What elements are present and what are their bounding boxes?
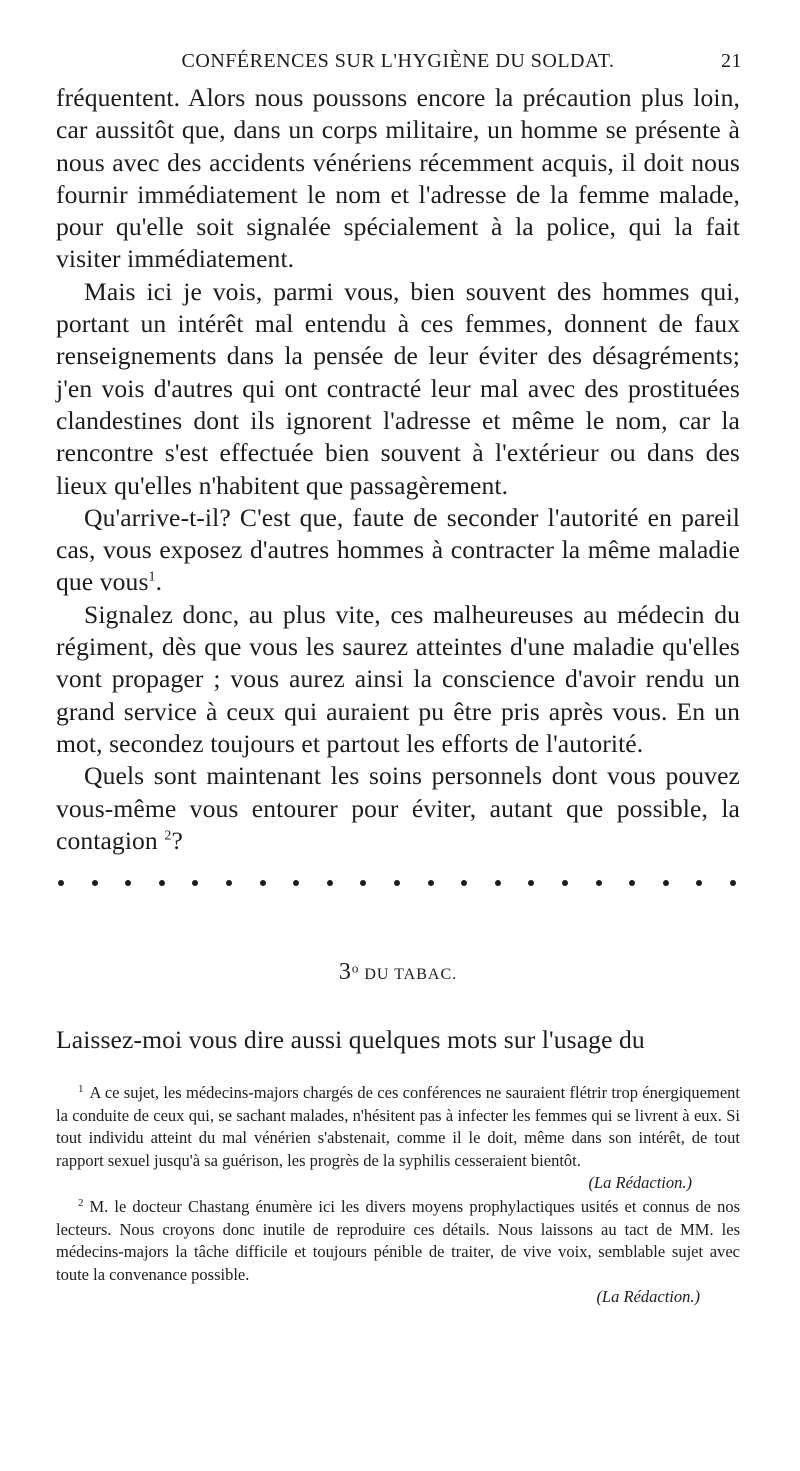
section-opening: Laissez-moi vous dire aussi quelques mots sur l'usage du xyxy=(56,1025,645,1055)
paragraph: Signalez donc, au plus vite, ces malheureuses au médecin du régiment, dès que vous les saurez atteintes d'une maladie qu'elles vont propager ; vous aurez ainsi la conscience d'avoir rendu un grand service à ceux qui auraient pu être pris après vous. En un mot, secondez toujours et partout les efforts de l'autorité. xyxy=(56,599,740,758)
footnote-signature: (La Rédaction.) xyxy=(596,1287,700,1307)
footnotes xyxy=(56,1082,740,1308)
book-page xyxy=(56,48,740,1310)
page-header xyxy=(56,48,740,82)
paragraph-punctuation: . xyxy=(155,567,163,597)
section-heading xyxy=(56,959,740,986)
paragraph-text: Quels sont maintenant les soins personnels dont vous pouvez vous-même vous entourer pour éviter, autant que possible, la contagion xyxy=(56,761,740,855)
paragraph xyxy=(56,760,740,857)
paragraph-text: Qu'arrive-t-il? C'est que, faute de seconder l'autorité en pareil cas, vous exposez d'autres hommes à contracter la même maladie que vous xyxy=(56,502,740,597)
footnote xyxy=(56,1082,740,1172)
paragraph xyxy=(56,502,740,599)
paragraph: Mais ici je vois, parmi vous, bien souvent des hommes qui, portant un intérêt mal entendu à ces femmes, donnent de faux renseignements dans la pensée de leur éviter des désagréments; j'en vois d'autres qui ont contracté leur mal avec des prostituées clandestines dont ils ignorent l'adresse et même le nom, car la rencontre s'est effectuée bien souvent à l'extérieur ou dans des lieux qu'elles n'habitent que passagèrement. xyxy=(56,276,740,500)
section-ordinal: o xyxy=(351,960,360,976)
footnote-marker: 1 xyxy=(78,1082,84,1095)
footnote-marker: 2 xyxy=(78,1196,84,1209)
footnote-reference: 1 xyxy=(148,569,156,585)
section-number: 3 xyxy=(338,959,352,986)
footnote-text: M. le docteur Chastang énumère ici les divers moyens prophylactiques usités et connus de nos lecteurs. Nous croyons donc inutile de reproduire ces détails. Nous laissons au tact de MM. les médecins-majors la tâche difficile et toujours pénible de traiter, de vive voix, semblable sujet avec toute la convenance possible. xyxy=(56,1197,740,1284)
ellipsis-row xyxy=(56,873,740,893)
section-title: DU TABAC. xyxy=(364,966,458,984)
paragraph-punctuation: ? xyxy=(171,825,183,855)
body-text xyxy=(56,82,740,857)
footnote xyxy=(56,1196,740,1286)
footnote-signature: (La Rédaction.) xyxy=(588,1173,692,1193)
footnote-text: A ce sujet, les médecins-majors chargés de ces conférences ne sauraient flétrir trop énergiquement la conduite de ceux qui, se sachant malades, n'hésitent pas à infecter les femmes qui se livrent à eux. Si tout individu atteint du mal vénérien s'abstenait, comme il le doit, même dans son intérêt, de tout rapport sexuel jusqu'à sa guérison, les progrès de la syphilis cesseraient bientôt. xyxy=(56,1083,740,1170)
paragraph: fréquentent. Alors nous poussons encore la précaution plus loin, car aussitôt que, dans un corps militaire, un homme se présente à nous avec des accidents vénériens récemment acquis, il doit nous fournir immédiatement le nom et l'adresse de la femme malade, pour qu'elle soit signalée spécialement à la police, qui la fait visiter immédiatement. xyxy=(56,83,740,274)
footnote-reference: 2 xyxy=(164,828,172,844)
page-number: 21 xyxy=(721,50,742,72)
running-title: CONFÉRENCES SUR L'HYGIÈNE DU SOLDAT. xyxy=(181,50,615,72)
